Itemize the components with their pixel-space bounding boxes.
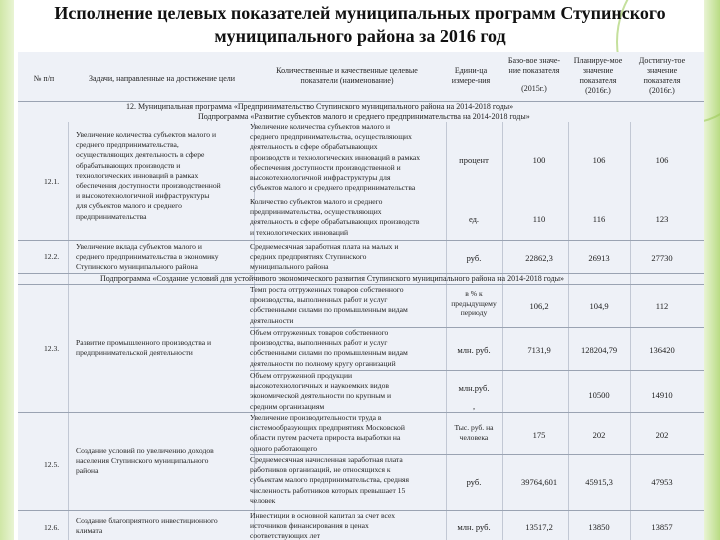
decorative-left-band bbox=[0, 0, 14, 540]
header-num: № п/п bbox=[33, 74, 55, 83]
row-12-2-plan: 26913 bbox=[588, 253, 610, 263]
col-rule-4 bbox=[502, 122, 503, 540]
row-12-6-indicator: Инвестиции в основной капитал за счет всех источников финансирования в ценах соответствующих лет bbox=[250, 511, 396, 540]
row-12-1-unit-2: ед. bbox=[468, 214, 480, 224]
col-rule-6 bbox=[630, 122, 631, 540]
row-12-3-actual-1: 112 bbox=[655, 301, 669, 311]
row-12-3-num: 12.3. bbox=[44, 344, 60, 353]
row-12-2-actual: 27730 bbox=[651, 253, 673, 263]
row-12-6-num: 12.6. bbox=[44, 523, 60, 532]
row-12-2-num: 12.2. bbox=[44, 252, 60, 261]
title-line-2: муниципального района за 2016 год bbox=[214, 26, 506, 46]
row-12-3-unit-3: млн.руб. bbox=[458, 383, 490, 393]
row-12-1-actual-2: 123 bbox=[655, 214, 669, 224]
row-12-3-unit-3-mark: , bbox=[472, 401, 476, 411]
row-12-5-task: Создание условий по увеличению доходов населения Ступинского муниципального района bbox=[76, 446, 214, 476]
page-title bbox=[0, 2, 720, 48]
row-12-5-plan-1: 202 bbox=[592, 430, 606, 440]
row-12-5-unit-2: руб. bbox=[466, 477, 482, 487]
row-12-5-base-1: 175 bbox=[532, 430, 546, 440]
program-line: 12. Муниципальная программа «Предпринимательство Ступинского муниципального района на 2014-2018 годы» bbox=[126, 102, 514, 111]
row-12-6-plan: 13850 bbox=[588, 522, 610, 532]
row-12-3-actual-3: 14910 bbox=[651, 390, 673, 400]
header-base bbox=[504, 56, 564, 94]
row-12-5-base-2: 39764,601 bbox=[520, 477, 558, 487]
row-12-1-plan-2: 116 bbox=[592, 214, 606, 224]
row-12-2-unit: руб. bbox=[466, 253, 482, 263]
row-12-2-indicator: Среднемесячная заработная плата на малых и средних предприятиях Ступинского муниципального района bbox=[250, 242, 399, 272]
header-unit: Едини-ца измере-ния bbox=[451, 66, 491, 85]
title-line-1: Исполнение целевых показателей муниципальных программ Ступинского bbox=[54, 3, 666, 23]
header-plan: Планируе-мое значение показателя (2016г.) bbox=[573, 56, 623, 95]
row-rule-1 bbox=[18, 240, 704, 241]
row-12-5-actual-1: 202 bbox=[655, 430, 669, 440]
row-12-3-task: Развитие промышленного производства и предпринимательской деятельности bbox=[76, 338, 212, 358]
row-12-5-indicator-2: Среднемесячная начисленная заработная плата работников организаций, не относящихся к субъектам малого предпринимательства, средняя численность работников которых превышает 15 человек bbox=[250, 455, 410, 505]
row-12-1-indicator-2: Количество субъектов малого и среднего предпринимательства, осуществляющих деятельность в сфере обрабатывающих производств и технологических инноваций bbox=[250, 197, 420, 237]
row-12-5-num: 12.5. bbox=[44, 460, 60, 469]
row-12-6-unit: млн. руб. bbox=[457, 522, 491, 532]
row-12-3-plan-1: 104,9 bbox=[589, 301, 609, 311]
row-12-5-plan-2: 45915,3 bbox=[585, 477, 613, 487]
row-12-1-plan-1: 106 bbox=[592, 155, 606, 165]
row-12-6-actual: 13857 bbox=[651, 522, 673, 532]
row-12-6-task: Создание благоприятного инвестиционного климата bbox=[76, 516, 218, 536]
row-12-2-base: 22862,3 bbox=[525, 253, 553, 263]
row-12-1-task: Увеличение количества субъектов малого и среднего предпринимательства, осуществляющих деятельность в сфере обрабатывающих производств и технологических инноваций в рамках обеспечения доступности производственной и высокотехнологичной инфраструктуры для субъектов малого и среднего предпринимательства bbox=[76, 130, 221, 221]
row-12-3-unit-1: в % к предыдущему периоду bbox=[451, 289, 497, 317]
subprogram-1-line: Подпрограмма «Развитие субъектов малого и среднего предпринимательства на 2014-2018 годы» bbox=[198, 112, 530, 121]
row-12-1-base-1: 100 bbox=[532, 155, 546, 165]
row-12-1-base-2: 110 bbox=[532, 214, 546, 224]
row-12-3-indicator-3: Объем отгруженной продукции высокотехнологичных и наукоемких видов экономической деятельности по крупным и средним организациям bbox=[250, 371, 392, 411]
row-12-3-base-1: 106,2 bbox=[529, 301, 549, 311]
row-12-5-actual-2: 47953 bbox=[651, 477, 673, 487]
row-12-1-actual-1: 106 bbox=[655, 155, 669, 165]
col-rule-3 bbox=[446, 122, 447, 540]
row-12-3-plan-2: 128204,79 bbox=[580, 345, 618, 355]
row-12-6-base: 13517,2 bbox=[525, 522, 553, 532]
row-12-2-task: Увеличение вклада субъектов малого и среднего предпринимательства в экономику Ступинского муниципального района bbox=[76, 242, 219, 272]
header-actual: Достигну-тое значение показателя (2016г.) bbox=[638, 56, 686, 95]
row-12-3-indicator-1: Темп роста отгруженных товаров собственного производства, выполненных работ и услуг собственными силами по промышленным видам деятельности bbox=[250, 285, 408, 325]
row-12-5-indicator-1: Увеличение производительности труда в системообразующих предприятиях Московской области путем расчета прироста выработки на одного работающего bbox=[250, 413, 405, 453]
header-base-label: Базо-вое значе-ние показателя bbox=[507, 56, 561, 75]
col-rule-5 bbox=[568, 122, 569, 540]
col-rule-1 bbox=[68, 122, 69, 540]
header-task: Задачи, направленные на достижение цели bbox=[88, 74, 236, 83]
row-12-3-unit-2: млн. руб. bbox=[457, 345, 491, 355]
row-12-1-indicator-1: Увеличение количества субъектов малого и среднего предпринимательства, осуществляющих деятельность в сфере обрабатывающих производств и технологических инноваций в рамках обеспечения доступности производственной и высокотехнологичной инфраструктуры для субъектов малого и среднего предпринимательства bbox=[250, 122, 421, 193]
row-12-1-unit-1: процент bbox=[459, 155, 489, 165]
row-12-1-num: 12.1. bbox=[44, 177, 60, 186]
subprogram-2-line: Подпрограмма «Создание условий для устойчивого экономического развития Ступинского муниципального района на 2014-2018 годы» bbox=[100, 274, 565, 283]
row-12-3-base-2: 7131,9 bbox=[527, 345, 551, 355]
row-12-3-plan-3: 10500 bbox=[588, 390, 610, 400]
row-12-5-unit-1: Тыс. руб. на человека bbox=[454, 423, 494, 442]
row-12-3-indicator-2: Объем отгруженных товаров собственного производства, выполненных работ и услуг собственными силами по промышленным видам деятельности по полному кругу организаций bbox=[250, 328, 408, 368]
indicators-table bbox=[18, 52, 704, 540]
row-12-3-actual-2: 136420 bbox=[649, 345, 675, 355]
header-base-year: (2015г.) bbox=[521, 84, 547, 93]
header-indicator: Количественные и качественные целевые показатели (наименование) bbox=[276, 66, 418, 85]
